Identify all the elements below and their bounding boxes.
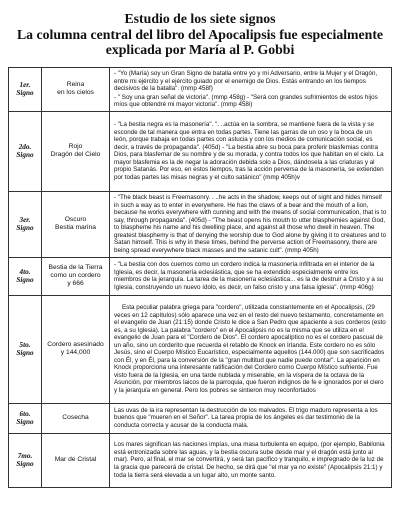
sign-number-text: Signo [16, 349, 34, 358]
sign-description [110, 439, 391, 481]
sign-number-cell [9, 257, 42, 295]
description-paragraph: - "The black beast is Freemasonry. . ..he acts in the shadow, keeps out of sight and hides himself in such a way as to enter in everywhere. He has the claws of a bear and the mouth of a lion, because he works everywhere with cunning and with the means of social communication, that is to say, through propaganda". (405d) - "The beast opens his mouth to utter blasphemies against God, to blaspheme his name and his dwelling place, and against all those who dwell in heaven. The greatest blasphemy is that of denying the worship due to God alone by giving it to creatures and to Satan himself. This is why in these times, behind the perverse action of Freemasonry, there are being spread everywhere black masses and the satanic cult". (mmp 405h) [114, 194, 387, 254]
sign-description-cell [110, 433, 392, 487]
sign-name-text: y 144,000 [60, 349, 91, 357]
sign-number-text: Signo [16, 224, 34, 233]
sign-description [110, 119, 391, 183]
document-header [0, 11, 400, 58]
sign-name-text: Oscuro [64, 216, 87, 224]
sign-name-text: Cosecha [62, 414, 89, 422]
sign-description-cell [110, 191, 392, 257]
sign-name-cell [42, 433, 110, 487]
sign-number-label [9, 143, 41, 160]
sign-number-text: 2do. [18, 142, 32, 151]
sign-row [9, 433, 392, 487]
description-paragraph: Esta peculiar palabra griega para "cordero", utilizada constantemente en el Apocalipsis, (29 veces en 12 capítulos) sólo aparece una vez en el resto del nuevo testamento, concretamente en el evangelio de Juan (21:15) donde Cristo le dice a San Pedro que apaciente a sus corderos (esto es, a su Iglesia). La palabra "cordero" en el Apocalipsis no es la misma que se utiliza en el evangelio de Juan para el "Cordero de Dios". El cordero apocalíptico no es el cordero pascual de un año, sino un corderito que recuerda el retablo de Knock en Irlanda. Este cordero no es sólo Jesús, sino el Cuerpo Místico Eucarístico, especialmente aquellos (144.000) que son sacrificados con Él, y en Él, para la conversión de la "gran multitud que nadie puede contar". La aparición en Knock proporciona una interesante ratificación del Cordero como Cuerpo Místico sufriente. Fue visto fuera de la Iglesia, en una tarde nublada y miserable, en la víspera de la octava de la Asunción, por miembros laicos de la parroquia, que fueron indignos de fe e ignorados por el clero y la jerarquía en general. Pero los pobres se sintieron muy reconfortados [114, 303, 386, 394]
sign-description [110, 405, 391, 432]
sign-row [9, 295, 392, 403]
sign-row [9, 257, 392, 295]
sign-name-text: en los cielos [57, 89, 94, 97]
sign-name-label [42, 341, 109, 357]
sign-row [9, 68, 392, 112]
sign-row [9, 403, 392, 433]
sign-name-cell [42, 111, 110, 191]
description-paragraph: - " Soy una gran señal de victoria". (mmp 458g) - "Será con grandes sufrimientos de estos hijos míos que obtendré mi mayor victoria". (mmp 458i) [114, 93, 378, 109]
sign-row [9, 191, 392, 257]
sign-name-label [42, 143, 109, 159]
sign-name-label [42, 414, 109, 422]
sign-name-cell [42, 257, 110, 295]
sign-number-cell [9, 433, 42, 487]
sign-number-text: 3er. [19, 215, 31, 224]
sign-name-cell [42, 191, 110, 257]
sign-name-cell [42, 68, 110, 112]
sign-name-label [42, 456, 109, 464]
sign-number-text: 1er. [19, 80, 31, 89]
sign-number-text: Signo [16, 276, 34, 285]
sign-name-label [42, 264, 109, 288]
sign-number-cell [9, 191, 42, 257]
sign-description [110, 259, 391, 293]
sign-name-text: como un cordero [50, 272, 101, 280]
sign-description [110, 192, 391, 256]
sign-name-text: Mar de Cristal [54, 456, 97, 464]
page-bottom-margin [0, 508, 400, 516]
signs-table [8, 67, 392, 488]
sign-number-label [9, 81, 41, 98]
sign-number-text: 7mo. [17, 451, 33, 460]
sign-name-label [42, 216, 109, 232]
sign-description [110, 302, 391, 397]
sign-description-cell [110, 111, 392, 191]
document-title: Estudio de los siete signos [124, 11, 276, 26]
sign-number-text: Signo [16, 418, 34, 427]
sign-row [9, 111, 392, 191]
sign-description-cell [110, 257, 392, 295]
sign-description [110, 68, 391, 111]
description-paragraph: - "La bestia negra es la masonería". ". ..actúa en la sombra, se mantiene fuera de la vista y se esconde de tal manera que entra en todas partes. Tiene las garras de un oso y la boca de un león, porque trabaja en todas partes con astucia y con los medios de comunicación social, es decir, a través de propaganda". (405d) - "La bestia abre su boca para proferir blasfemias contra Dios, para blasfemar de su nombre y de su morada, y contra todos los que habitan en el cielo. La mayor blasfemia es la de negar la adoración debida solo a Dios, dándosela a las criaturas y al propio Satanás. Por eso, en estos tiempos, tras la acción perversa de la masonería, se extienden por todas partes las misas negras y el culto satánico" (mmp 405h)v [114, 121, 384, 181]
sign-number-cell [9, 111, 42, 191]
sign-number-text: 4to. [19, 267, 31, 276]
sign-number-label [9, 216, 41, 233]
document-subtitle-line-2: explicada por María al P. Gobbi [105, 42, 295, 57]
sign-name-cell [42, 403, 110, 433]
sign-name-text: Bestia de la Tierra [48, 264, 103, 272]
description-paragraph: - "Yo (María) soy un Gran Signo de batalla entre yo y mi Adversario, entre la Mujer y el Dragón, entre mi ejército y el ejército guiado por el enemigo de Dios. Estás entrando en los tiempos decisivos de la batalla". (mmp 458f) [114, 70, 378, 93]
description-paragraph: - "La bestia con dos cuernos como un cordero indica la masonería infiltrada en el interior de la Iglesia, es decir, la masonería eclesiástica, que se ha extendido especialmente entre los miembros de la jerarquía. La tarea de la masonería eclesiástica... es la de destruir a Cristo y a su Iglesia, construyendo un nuevo ídolo, es decir, un falso cristo y una falsa iglesia". (mmp 406g) [114, 261, 384, 291]
sign-description-cell [110, 403, 392, 433]
description-paragraph: Las uvas de la ira representan la destrucción de los malvados. El trigo maduro representa a los buenos que "mueren en el Señor". La tarea propia de los ángeles es dar testimonio de la conducta correcta y acusar de la conducta mala. [114, 406, 378, 429]
sign-name-text: Reina [66, 81, 85, 89]
sign-number-label [9, 452, 41, 469]
sign-number-cell [9, 403, 42, 433]
sign-number-text: Signo [16, 460, 34, 469]
sign-name-text: Bestia marina [55, 224, 96, 232]
sign-number-text: Signo [16, 151, 34, 160]
sign-description-cell [110, 68, 392, 112]
signs-table-body [9, 68, 392, 488]
sign-number-cell [9, 68, 42, 112]
sign-number-text: 5to. [19, 340, 31, 349]
document-subtitle-line-1: La columna central del libro del Apocalipsis fue especialmente [16, 26, 384, 42]
sign-name-text: Cordero asesinado [47, 341, 104, 349]
sign-number-text: 6to. [19, 409, 31, 418]
sign-name-cell [42, 295, 110, 403]
description-paragraph: Los mares significan las naciones impías, una masa turbulenta en equipo, (por ejemplo, Babilonia está entronizada sobre las aguas, y la bestia oscura sube desde mar y el dragón está junto al mar). Pero, al final, el mar se convertirá, y será tan pacífico y tranquilo, e impregnado de la luz de la gracia que parecerá de cristal. De hecho, se dirá que "el mar ya no existe" (Apocalipsis 21:1) y toda la tierra será elevada a un lugar alto, un monte santo. [114, 441, 385, 479]
sign-name-text: Rojo [68, 143, 83, 151]
sign-number-label [9, 410, 41, 427]
sign-number-label [9, 341, 41, 358]
sign-name-label [42, 81, 109, 97]
sign-name-text: Dragón del Cielo [50, 151, 101, 159]
sign-number-label [9, 268, 41, 285]
sign-number-cell [9, 295, 42, 403]
sign-number-text: Signo [16, 89, 34, 98]
sign-description-cell [110, 295, 392, 403]
sign-name-text: y 666 [67, 280, 84, 288]
